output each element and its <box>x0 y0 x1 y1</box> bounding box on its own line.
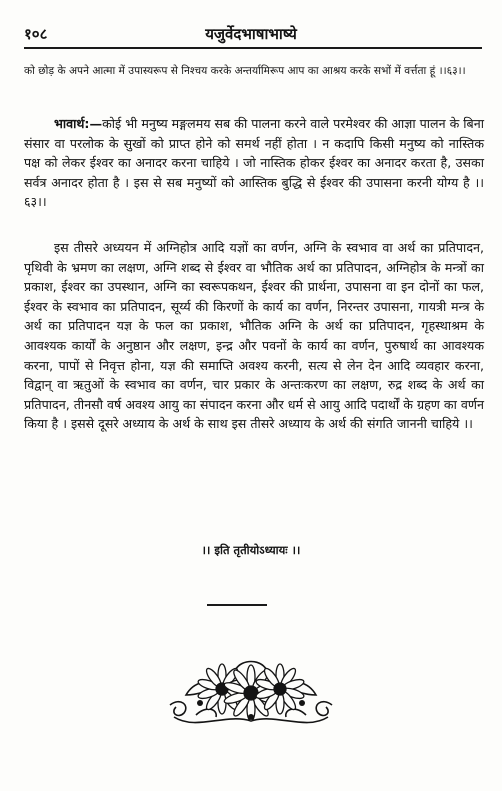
section-divider <box>207 604 267 606</box>
bhavarth-paragraph <box>24 114 484 212</box>
floral-tailpiece-icon <box>166 655 336 729</box>
continuation-paragraph: को छोड़ के अपने आत्मा में उपास्यरूप से निश्चय करके अन्तर्यामिरूप आप का आश्रय करके सभों में वर्त्तता हूं ।।६३।। <box>24 65 466 77</box>
chapter-summary-paragraph: इस तीसरे अध्ययन में अग्निहोत्र आदि यज्ञों का वर्णन, अग्नि के स्वभाव वा अर्थ का प्रतिपादन, पृथिवी के भ्रमण का लक्षण, अग्नि शब्द से ईश्वर वा भौतिक अर्थ का प्रतिपादन, अग्निहोत्र के मन्त्रों का प्रकाश, ईश्वर का उपस्थान, अग्नि का स्वरूपकथन, ईश्वर की प्रार्थना, उपासना वा इन दोनों का फल, ईश्वर के स्वभाव का प्रतिपादन, सूर्य्य की किरणों के कार्य का वर्णन, निरन्तर उपासना, गायत्री मन्त्र के अर्थ का प्रतिपादन यज्ञ के फल का प्रकाश, भौतिक अग्नि के अर्थ का प्रतिपादन, गृहस्थाश्रम के आवश्यक कार्यों के अनुष्ठान और लक्षण, इन्द्र और पवनों के कार्य का वर्णन, पुरुषार्थ का आवश्यक करना, पापों से निवृत्त होना, यज्ञ की समाप्ति अवश्य करनी, सत्य से लेन देन आदि व्यवहार करना, विद्वान् वा ऋतुओं के स्वभाव का वर्णन, चार प्रकार के अन्तःकरण का लक्षण, रुद्र शब्द के अर्थ का प्रतिपादन, तीनसौ वर्ष अवश्य आयु का संपादन करना और धर्म से आयु आदि पदार्थों के ग्रहण का वर्णन किया है । इससे दूसरे अध्याय के अर्थ के साथ इस तीसरे अध्याय के अर्थ की संगति जाननी चाहिये ।। <box>24 240 484 432</box>
bhavarth-text: कोई भी मनुष्य मङ्गलमय सब की पालना करने वाले परमेश्वर की आज्ञा पालन के बिना संसार वा परलोक के सुखों को प्राप्त होने को समर्थ नहीं होता । न कदापि किसी मनुष्य को नास्तिक पक्ष को लेकर ईश्वर का अनादर करना चाहिये । जो नास्तिक होकर ईश्वर का अनादर करता है, उसका सर्वत्र अनादर होता है । इस से सब मनुष्यों को आस्तिक बुद्धि से ईश्वर की उपासना करनी योग्य है ।।६३।। <box>24 116 484 209</box>
running-title: यजुर्वेदभाषाभाष्ये <box>205 25 297 43</box>
page-number: १०८ <box>24 25 48 43</box>
chapter-end-colophon: ।। इति तृतीयोऽध्यायः ।। <box>201 543 301 557</box>
header-rule <box>24 47 482 49</box>
bhavarth-label: भावार्थ:— <box>54 116 103 131</box>
page-header <box>24 22 478 48</box>
